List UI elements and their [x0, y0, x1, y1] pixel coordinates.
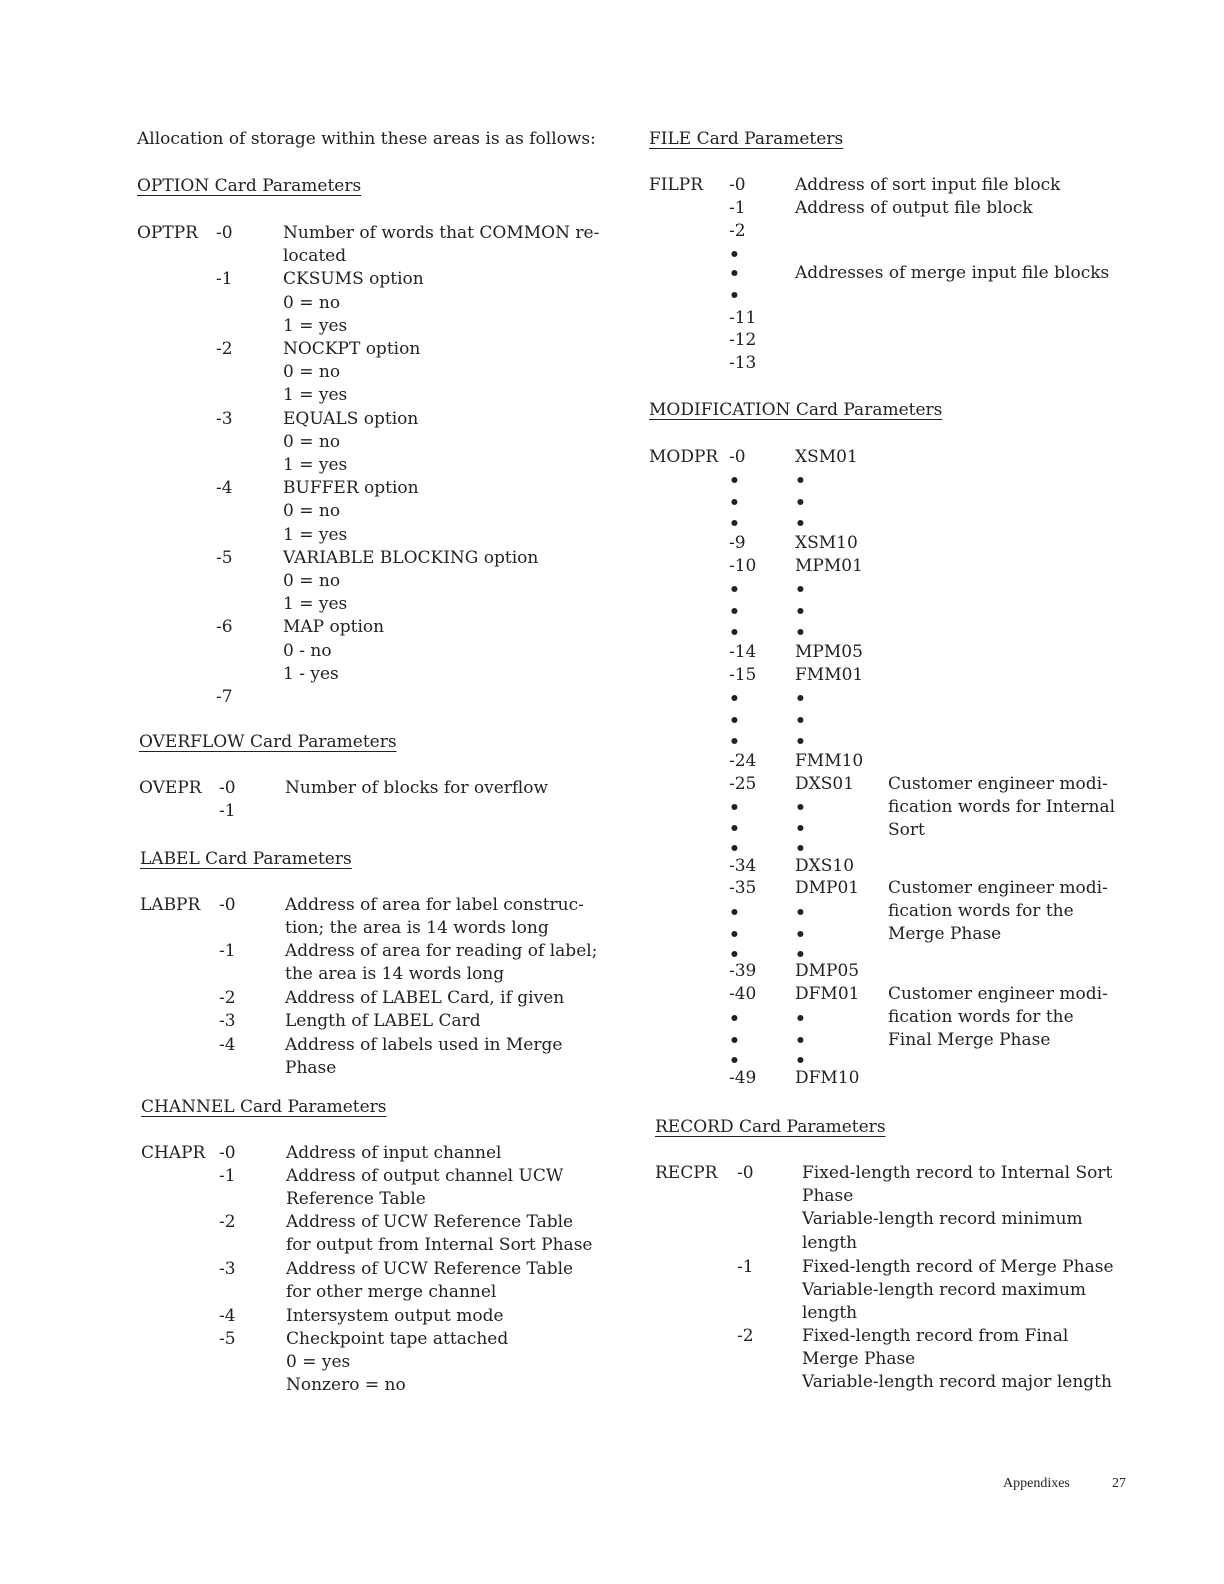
option-description: 0 = no	[283, 431, 341, 452]
option-description: 0 = no	[283, 292, 341, 313]
modification-index: -35	[729, 878, 757, 898]
modification-code: XSM01	[795, 447, 858, 467]
record-description: Variable-length record major length	[802, 1372, 1112, 1393]
modification-note: fication words for Internal	[888, 797, 1116, 818]
channel-description: Address of output channel UCW	[286, 1166, 564, 1186]
file-description: Addresses of merge input file blocks	[795, 263, 1110, 283]
file-index: -0	[729, 175, 746, 195]
option-index: -6	[216, 617, 233, 638]
modification-code: •	[795, 471, 806, 491]
channel-description: Intersystem output mode	[286, 1306, 504, 1326]
modification-index: •	[729, 471, 740, 491]
modification-code: DFM01	[795, 984, 860, 1004]
channel-description: Nonzero = no	[286, 1375, 406, 1395]
overflow-index: -1	[219, 801, 236, 822]
channel-description: for other merge channel	[286, 1282, 497, 1302]
option-description: 0 = no	[283, 501, 341, 522]
option-description: 1 - yes	[283, 663, 339, 684]
modification-note: Final Merge Phase	[888, 1030, 1051, 1051]
modification-note: Customer engineer modi-	[888, 878, 1108, 898]
modification-code: •	[795, 623, 806, 643]
channel-index: -0	[219, 1143, 236, 1163]
modification-code: •	[795, 798, 806, 818]
modification-index: -34	[729, 856, 757, 876]
modification-index: •	[729, 493, 740, 513]
record-description: length	[802, 1232, 858, 1253]
file-description: Address of output file block	[795, 198, 1033, 218]
channel-description: Address of UCW Reference Table	[286, 1212, 574, 1232]
modification-code: •	[795, 1031, 806, 1051]
channel-index: -4	[219, 1306, 236, 1326]
label-description: Address of area for reading of label;	[285, 941, 598, 961]
record-description: Fixed-length record from Final	[802, 1326, 1069, 1346]
file-index: -1	[729, 198, 746, 218]
modification-code: •	[795, 732, 806, 752]
option-description: CKSUMS option	[283, 269, 424, 290]
modification-index: •	[729, 903, 740, 923]
label-index: -0	[219, 895, 236, 915]
record-param-label: RECPR	[655, 1163, 718, 1183]
label-description: Address of LABEL Card, if given	[285, 988, 565, 1008]
modification-index: -24	[729, 751, 757, 771]
modification-code: •	[795, 580, 806, 600]
modification-code: MPM01	[795, 556, 863, 576]
record-heading: RECORD Card Parameters	[655, 1117, 886, 1137]
modification-index: -40	[729, 984, 757, 1004]
channel-description: Address of input channel	[286, 1143, 502, 1163]
option-description: 1 = yes	[283, 524, 348, 545]
modification-index: •	[729, 514, 740, 534]
option-description: located	[283, 246, 347, 267]
label-index: -2	[219, 988, 236, 1008]
modification-index: -25	[729, 774, 757, 794]
modification-index: •	[729, 1051, 740, 1071]
channel-index: -1	[219, 1166, 236, 1186]
channel-index: -5	[219, 1329, 236, 1349]
file-index: •	[729, 245, 740, 265]
modification-code: •	[795, 711, 806, 731]
modification-code: DXS10	[795, 856, 855, 876]
file-heading: FILE Card Parameters	[649, 129, 844, 149]
option-description: Number of words that COMMON re-	[283, 223, 600, 243]
option-description: 0 = no	[283, 571, 341, 591]
modification-code: XSM10	[795, 533, 858, 553]
overflow-heading: OVERFLOW Card Parameters	[139, 732, 397, 752]
record-description: Phase	[802, 1186, 854, 1207]
file-description: Address of sort input file block	[795, 175, 1061, 195]
channel-param-label: CHAPR	[141, 1143, 206, 1163]
label-param-label: LABPR	[140, 895, 201, 915]
modification-index: •	[729, 839, 740, 859]
option-index: -2	[216, 339, 233, 359]
modification-index: -39	[729, 961, 757, 981]
option-description: NOCKPT option	[283, 339, 421, 359]
intro-text: Allocation of storage within these areas is as follows:	[137, 129, 596, 149]
record-description: length	[802, 1303, 858, 1324]
option-index: -0	[216, 223, 233, 243]
modification-code: FMM10	[795, 751, 864, 771]
modification-code: DMP05	[795, 961, 860, 981]
modification-code: •	[795, 1051, 806, 1071]
modification-code: •	[795, 903, 806, 923]
modification-index: •	[729, 711, 740, 731]
modification-code: •	[795, 1009, 806, 1029]
modification-code: •	[795, 602, 806, 622]
modification-param-label: MODPR	[649, 447, 719, 467]
option-heading: OPTION Card Parameters	[137, 176, 362, 196]
record-index: -0	[737, 1163, 754, 1183]
overflow-param-label: OVEPR	[139, 778, 202, 798]
modification-index: •	[729, 1009, 740, 1029]
modification-index: •	[729, 798, 740, 818]
channel-heading: CHANNEL Card Parameters	[141, 1097, 387, 1117]
label-description: the area is 14 words long	[285, 964, 505, 984]
label-heading: LABEL Card Parameters	[140, 849, 352, 869]
file-index: •	[729, 286, 740, 306]
modification-index: •	[729, 689, 740, 709]
channel-description: for output from Internal Sort Phase	[286, 1235, 593, 1255]
option-description: BUFFER option	[283, 478, 419, 499]
option-description: 0 = no	[283, 362, 341, 383]
record-description: Fixed-length record of Merge Phase	[802, 1257, 1114, 1277]
option-description: 0 - no	[283, 640, 332, 661]
channel-index: -2	[219, 1212, 236, 1232]
modification-index: -15	[729, 665, 757, 685]
option-description: MAP option	[283, 617, 385, 638]
file-index: -2	[729, 221, 746, 241]
modification-index: •	[729, 602, 740, 622]
file-index: -11	[729, 308, 757, 328]
file-param-label: FILPR	[649, 175, 704, 195]
modification-code: •	[795, 819, 806, 839]
record-description: Variable-length record maximum	[802, 1280, 1087, 1301]
option-param-label: OPTPR	[137, 223, 198, 243]
overflow-description: Number of blocks for overflow	[285, 778, 549, 798]
modification-code: •	[795, 493, 806, 513]
modification-code: •	[795, 839, 806, 859]
modification-code: •	[795, 514, 806, 534]
option-index: -1	[216, 269, 233, 290]
record-index: -1	[737, 1257, 754, 1277]
modification-index: •	[729, 732, 740, 752]
label-index: -4	[219, 1035, 236, 1055]
option-description: 1 = yes	[283, 315, 348, 336]
modification-note: Customer engineer modi-	[888, 774, 1108, 794]
modification-code: •	[795, 945, 806, 965]
modification-code: MPM05	[795, 642, 863, 662]
option-description: 1 = yes	[283, 385, 348, 406]
option-index: -4	[216, 478, 233, 499]
record-index: -2	[737, 1326, 754, 1346]
option-index: -7	[216, 687, 233, 707]
label-description: Address of area for label construc-	[285, 895, 584, 915]
option-description: EQUALS option	[283, 408, 419, 429]
modification-index: -9	[729, 533, 746, 553]
modification-code: DXS01	[795, 774, 855, 794]
channel-description: Address of UCW Reference Table	[286, 1259, 574, 1279]
modification-heading: MODIFICATION Card Parameters	[649, 400, 943, 420]
modification-note: Sort	[888, 820, 925, 841]
modification-note: Merge Phase	[888, 924, 1002, 945]
record-description: Variable-length record minimum	[802, 1209, 1083, 1230]
modification-note: fication words for the	[888, 1007, 1074, 1028]
channel-description: Checkpoint tape attached	[286, 1329, 509, 1349]
modification-index: •	[729, 1031, 740, 1051]
label-index: -1	[219, 941, 236, 961]
option-index: -3	[216, 408, 233, 429]
option-description: 1 = yes	[283, 455, 348, 475]
file-index: -12	[729, 330, 757, 350]
modification-index: •	[729, 623, 740, 643]
footer-section-title: Appendixes	[1003, 1476, 1070, 1491]
modification-code: DMP01	[795, 878, 860, 898]
modification-note: Customer engineer modi-	[888, 984, 1108, 1004]
option-index: -5	[216, 547, 233, 568]
modification-code: •	[795, 689, 806, 709]
option-description: VARIABLE BLOCKING option	[283, 547, 539, 568]
channel-index: -3	[219, 1259, 236, 1279]
label-description: Length of LABEL Card	[285, 1011, 481, 1031]
modification-index: •	[729, 819, 740, 839]
modification-index: •	[729, 945, 740, 965]
modification-index: -49	[729, 1068, 757, 1088]
label-description: tion; the area is 14 words long	[285, 918, 549, 938]
file-index: •	[729, 264, 740, 284]
channel-description: 0 = yes	[286, 1352, 351, 1372]
modification-index: -0	[729, 447, 746, 467]
modification-code: •	[795, 925, 806, 945]
record-description: Merge Phase	[802, 1349, 916, 1370]
record-description: Fixed-length record to Internal Sort	[802, 1163, 1113, 1183]
modification-index: -10	[729, 556, 757, 576]
modification-index: •	[729, 580, 740, 600]
modification-code: DFM10	[795, 1068, 860, 1088]
modification-code: FMM01	[795, 665, 864, 685]
footer-page-number: 27	[1112, 1476, 1126, 1491]
label-description: Address of labels used in Merge	[285, 1035, 563, 1055]
channel-description: Reference Table	[286, 1189, 426, 1209]
file-index: -13	[729, 353, 757, 373]
label-index: -3	[219, 1011, 236, 1031]
label-description: Phase	[285, 1058, 337, 1078]
overflow-index: -0	[219, 778, 236, 798]
option-description: 1 = yes	[283, 594, 348, 615]
modification-index: •	[729, 925, 740, 945]
modification-note: fication words for the	[888, 901, 1074, 922]
modification-index: -14	[729, 642, 757, 662]
